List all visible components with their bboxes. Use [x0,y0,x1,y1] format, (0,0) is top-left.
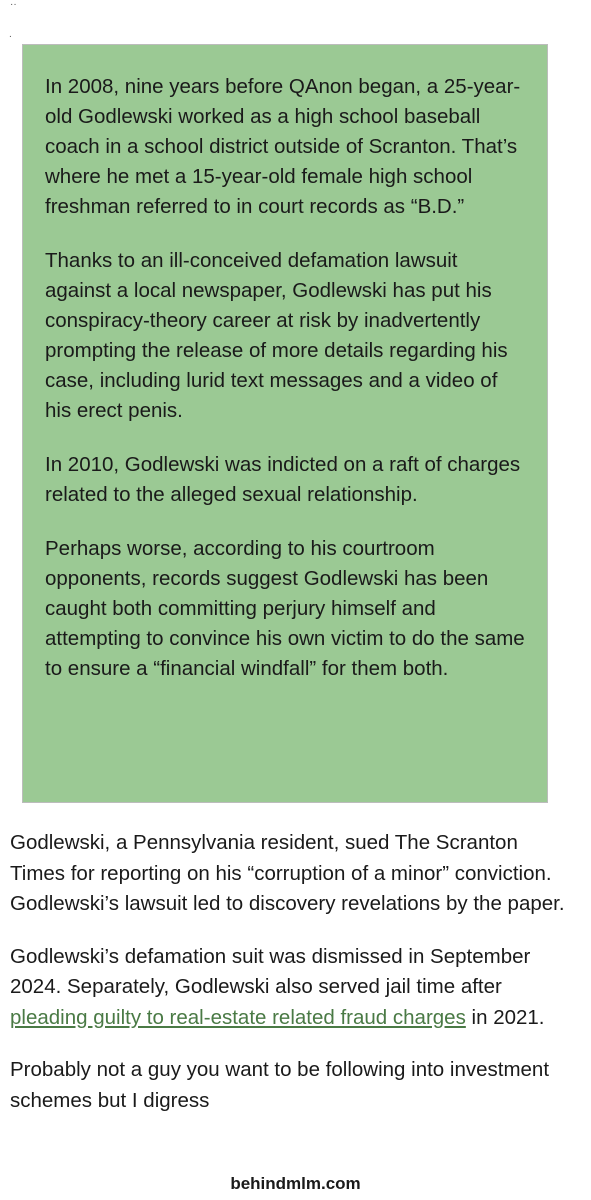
article-paragraph-2-tail: in 2021. [465,1005,545,1029]
article-paragraph-1: Godlewski, a Pennsylvania resident, sued The Scranton Times for reporting on his “corruption of a minor” conviction. Godlewski’s lawsuit led to discovery revelations by the paper. [10,831,565,915]
article-paragraph-2-lead: Godlewski’s defamation suit was dismissed in September 2024. Separately, Godlewski also served jail time after [10,944,531,998]
quoted-excerpt-box [22,44,548,803]
footer-bar [0,1170,591,1200]
article-body [10,828,570,1138]
quote-paragraph-1: In 2008, nine years before QAnon began, a 25-year-old Godlewski worked as a high school baseball coach in a school district outside of Scranton. That’s where he met a 15-year-old female high school freshman referred to in court records as “B.D.” [45,75,521,218]
fraud-charges-link[interactable]: pleading guilty to real-estate related fraud charges [10,1005,466,1029]
article-paragraph-3: Probably not a guy you want to be following into investment schemes but I digress [10,1058,550,1112]
clipped-top-text: ·· [10,0,17,10]
quote-paragraph-2: Thanks to an ill-conceived defamation lawsuit against a local newspaper, Godlewski has put his conspiracy-theory career at risk by inadvertently prompting the release of more details regarding his case, including lurid text messages and a video of his erect penis. [45,249,508,422]
article-paragraph-2 [10,942,570,1034]
stray-dot: . [9,29,12,40]
footer-fade [0,1146,591,1172]
quote-paragraph-4: Perhaps worse, according to his courtroom opponents, records suggest Godlewski has been caught both committing perjury himself and attempting to convince his own victim to do the same to ensure a “financial windfall” for them both. [45,537,525,680]
site-domain-label: behindmlm.com [230,1174,361,1193]
quote-paragraph-3: In 2010, Godlewski was indicted on a raft of charges related to the alleged sexual relationship. [45,453,521,506]
